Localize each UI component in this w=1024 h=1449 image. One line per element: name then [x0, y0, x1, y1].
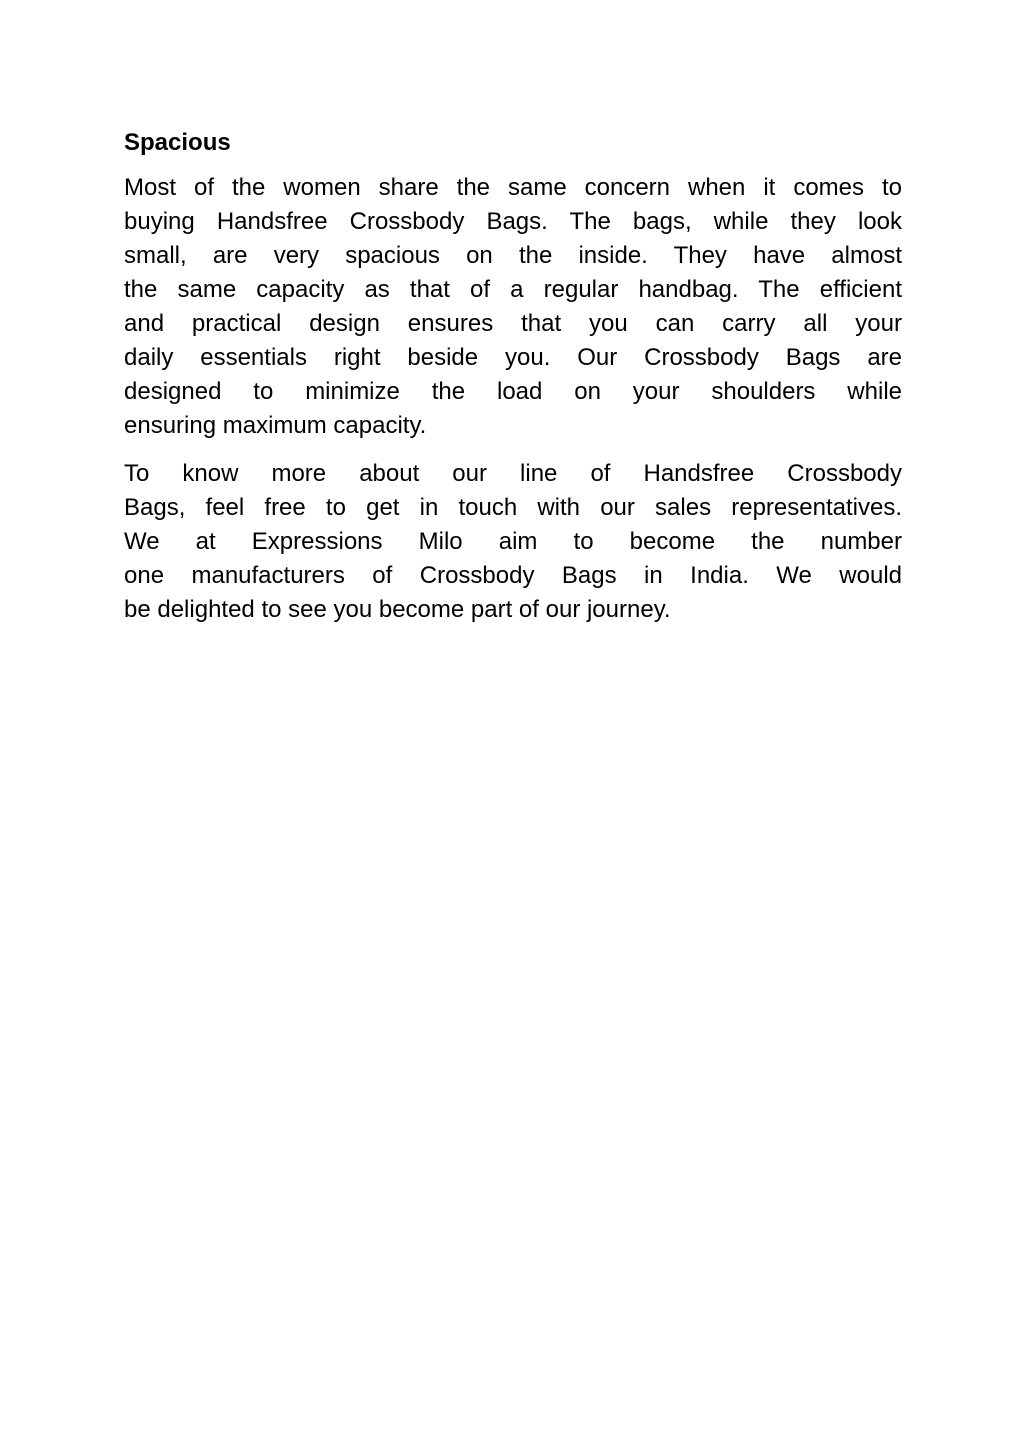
text-line: be delighted to see you become part of our journey. — [124, 596, 671, 623]
text-line: ensuring maximum capacity. — [124, 412, 427, 439]
text-line: small, are very spacious on the inside. They have almost — [124, 242, 902, 269]
text-line: Bags, feel free to get in touch with our sales representatives. — [124, 494, 902, 521]
paragraph-capacity — [124, 171, 902, 443]
section-heading: Spacious — [124, 129, 231, 156]
paragraph-contact — [124, 457, 902, 627]
text-line: We at Expressions Milo aim to become the number — [124, 528, 902, 555]
text-line: one manufacturers of Crossbody Bags in India. We would — [124, 562, 902, 589]
text-line: To know more about our line of Handsfree Crossbody — [124, 460, 902, 487]
text-line: and practical design ensures that you can carry all your — [124, 310, 902, 337]
text-line: Most of the women share the same concern when it comes to — [124, 174, 902, 201]
text-line: designed to minimize the load on your shoulders while — [124, 378, 902, 405]
document-body — [124, 126, 902, 641]
text-line: buying Handsfree Crossbody Bags. The bags, while they look — [124, 208, 902, 235]
text-line: daily essentials right beside you. Our Crossbody Bags are — [124, 344, 902, 371]
text-line: the same capacity as that of a regular handbag. The efficient — [124, 276, 902, 303]
